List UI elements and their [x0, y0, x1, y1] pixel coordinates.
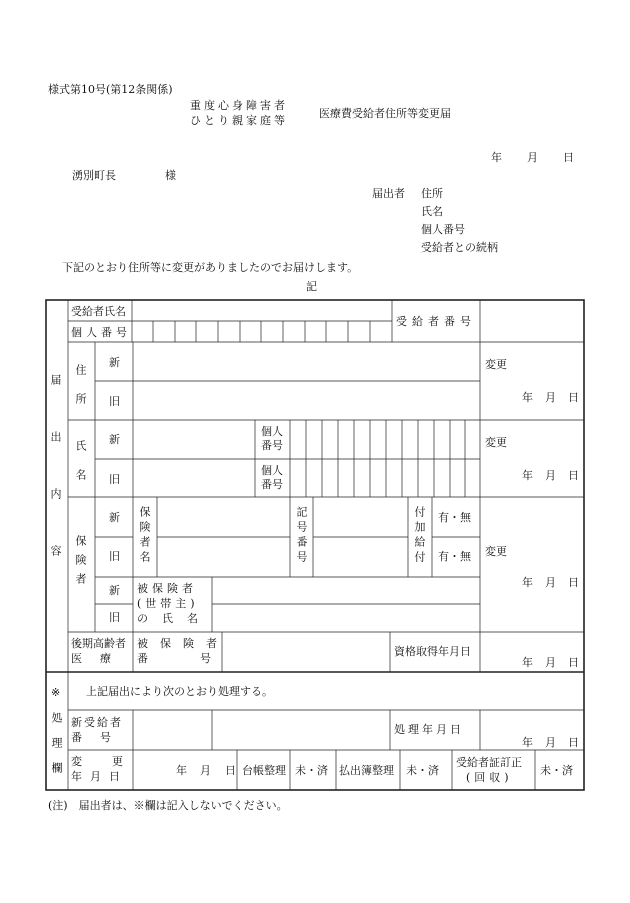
name-change-y: 年	[522, 469, 533, 482]
applicant-label: 届出者	[372, 187, 405, 200]
title-line1: 重度心身障害者	[190, 99, 288, 112]
insurer-change-m: 月	[545, 576, 556, 589]
ins-no-label-2: 番号	[137, 652, 263, 665]
name-change-m: 月	[545, 469, 556, 482]
section-label: 届出内容	[49, 374, 62, 602]
new-no-label-2: 番号	[71, 731, 129, 744]
shippatsu-done: 未・済	[406, 764, 439, 777]
fuka-old-umu: 有・無	[438, 550, 471, 563]
insured-label-1: 被保険者	[137, 582, 197, 595]
qual-date-y: 年	[522, 656, 533, 669]
processing-mark: ※	[51, 686, 61, 699]
recipient-name-label: 受給者氏名	[71, 305, 126, 318]
footnote: (注) 届出者は、※欄は記入しないでください。	[48, 799, 288, 812]
proc-date-y: 年	[522, 736, 533, 749]
change-m: 月	[200, 764, 211, 777]
new-no-label-1: 新受給者	[71, 716, 123, 729]
qual-date-d: 日	[568, 656, 579, 669]
insured-label-3: の氏名	[137, 612, 212, 625]
fuka-new-umu: 有・無	[438, 511, 471, 524]
recipient-no-label: 受給者番号	[396, 315, 476, 328]
address-change: 変更	[485, 358, 507, 371]
applicant-relation: 受給者との続柄	[421, 241, 498, 254]
insurer-name-label: 保険者名	[138, 506, 151, 566]
name-new: 新	[109, 433, 120, 446]
kigou-bangou-label: 記号番号	[295, 506, 308, 566]
correction-label-2: (回収)	[466, 771, 513, 784]
processing-note: 上記届出により次のとおり処理する。	[86, 685, 273, 698]
fuka-kyufu-label: 付加給付	[413, 506, 426, 566]
ledger-done: 未・済	[295, 764, 328, 777]
address-new: 新	[109, 356, 120, 369]
name-new-personal-no: 個人番号	[261, 425, 283, 452]
change-d: 日	[225, 764, 236, 777]
qual-date-label: 資格取得年月日	[394, 645, 471, 658]
change-label-2: 年月日	[71, 770, 128, 783]
insurer-label: 保険者	[74, 535, 87, 592]
address-change-m: 月	[545, 391, 556, 404]
insurer-change-y: 年	[522, 576, 533, 589]
elderly-label-1: 後期高齢者	[71, 637, 126, 650]
insurer-change: 変更	[485, 545, 507, 558]
intro-text: 下記のとおり住所等に変更がありましたのでお届けします。	[62, 261, 359, 274]
ki-label: 記	[306, 280, 317, 293]
applicant-name: 氏名	[421, 205, 443, 218]
name-old-personal-no: 個人番号	[261, 464, 283, 491]
name-label: 氏名	[74, 440, 87, 498]
address-label: 住所	[74, 364, 87, 422]
qual-date-m: 月	[545, 656, 556, 669]
applicant-personal-no: 個人番号	[421, 223, 465, 236]
proc-date-d: 日	[568, 736, 579, 749]
title-line2: ひとり親家庭等	[190, 114, 288, 127]
address-change-y: 年	[522, 391, 533, 404]
personal-no-label: 個人番号	[71, 326, 131, 339]
insured-old: 旧	[109, 611, 120, 624]
proc-date-m: 月	[545, 736, 556, 749]
shippatsu-label: 払出簿整理	[339, 764, 394, 777]
addressee: 湧別町長	[72, 169, 116, 182]
proc-date-label: 処理年月日	[394, 723, 464, 736]
addressee-sama: 様	[165, 169, 176, 182]
insurer-change-d: 日	[568, 576, 579, 589]
date-day: 日	[563, 151, 574, 164]
insured-label-2: (世帯主)	[137, 597, 199, 610]
name-change: 変更	[485, 436, 507, 449]
name-change-d: 日	[568, 469, 579, 482]
change-label-1: 変更	[71, 755, 153, 768]
date-month: 月	[527, 151, 538, 164]
elderly-label-2: 医療	[71, 652, 129, 665]
address-change-d: 日	[568, 391, 579, 404]
applicant-address: 住所	[421, 187, 443, 200]
name-old: 旧	[109, 473, 120, 486]
correction-done: 未・済	[540, 764, 573, 777]
date-year: 年	[491, 151, 502, 164]
form-number: 様式第10号(第12条関係)	[48, 83, 173, 96]
change-y: 年	[176, 764, 187, 777]
processing-label: 処理欄	[50, 712, 63, 787]
insured-new: 新	[109, 584, 120, 597]
correction-label-1: 受給者証訂正	[456, 756, 522, 769]
insurer-new: 新	[109, 511, 120, 524]
ledger-label: 台帳整理	[242, 764, 286, 777]
insurer-old: 旧	[109, 550, 120, 563]
title-main: 医療費受給者住所等変更届	[319, 107, 451, 120]
address-old: 旧	[109, 395, 120, 408]
ins-no-label-1: 被保険者	[137, 637, 229, 650]
